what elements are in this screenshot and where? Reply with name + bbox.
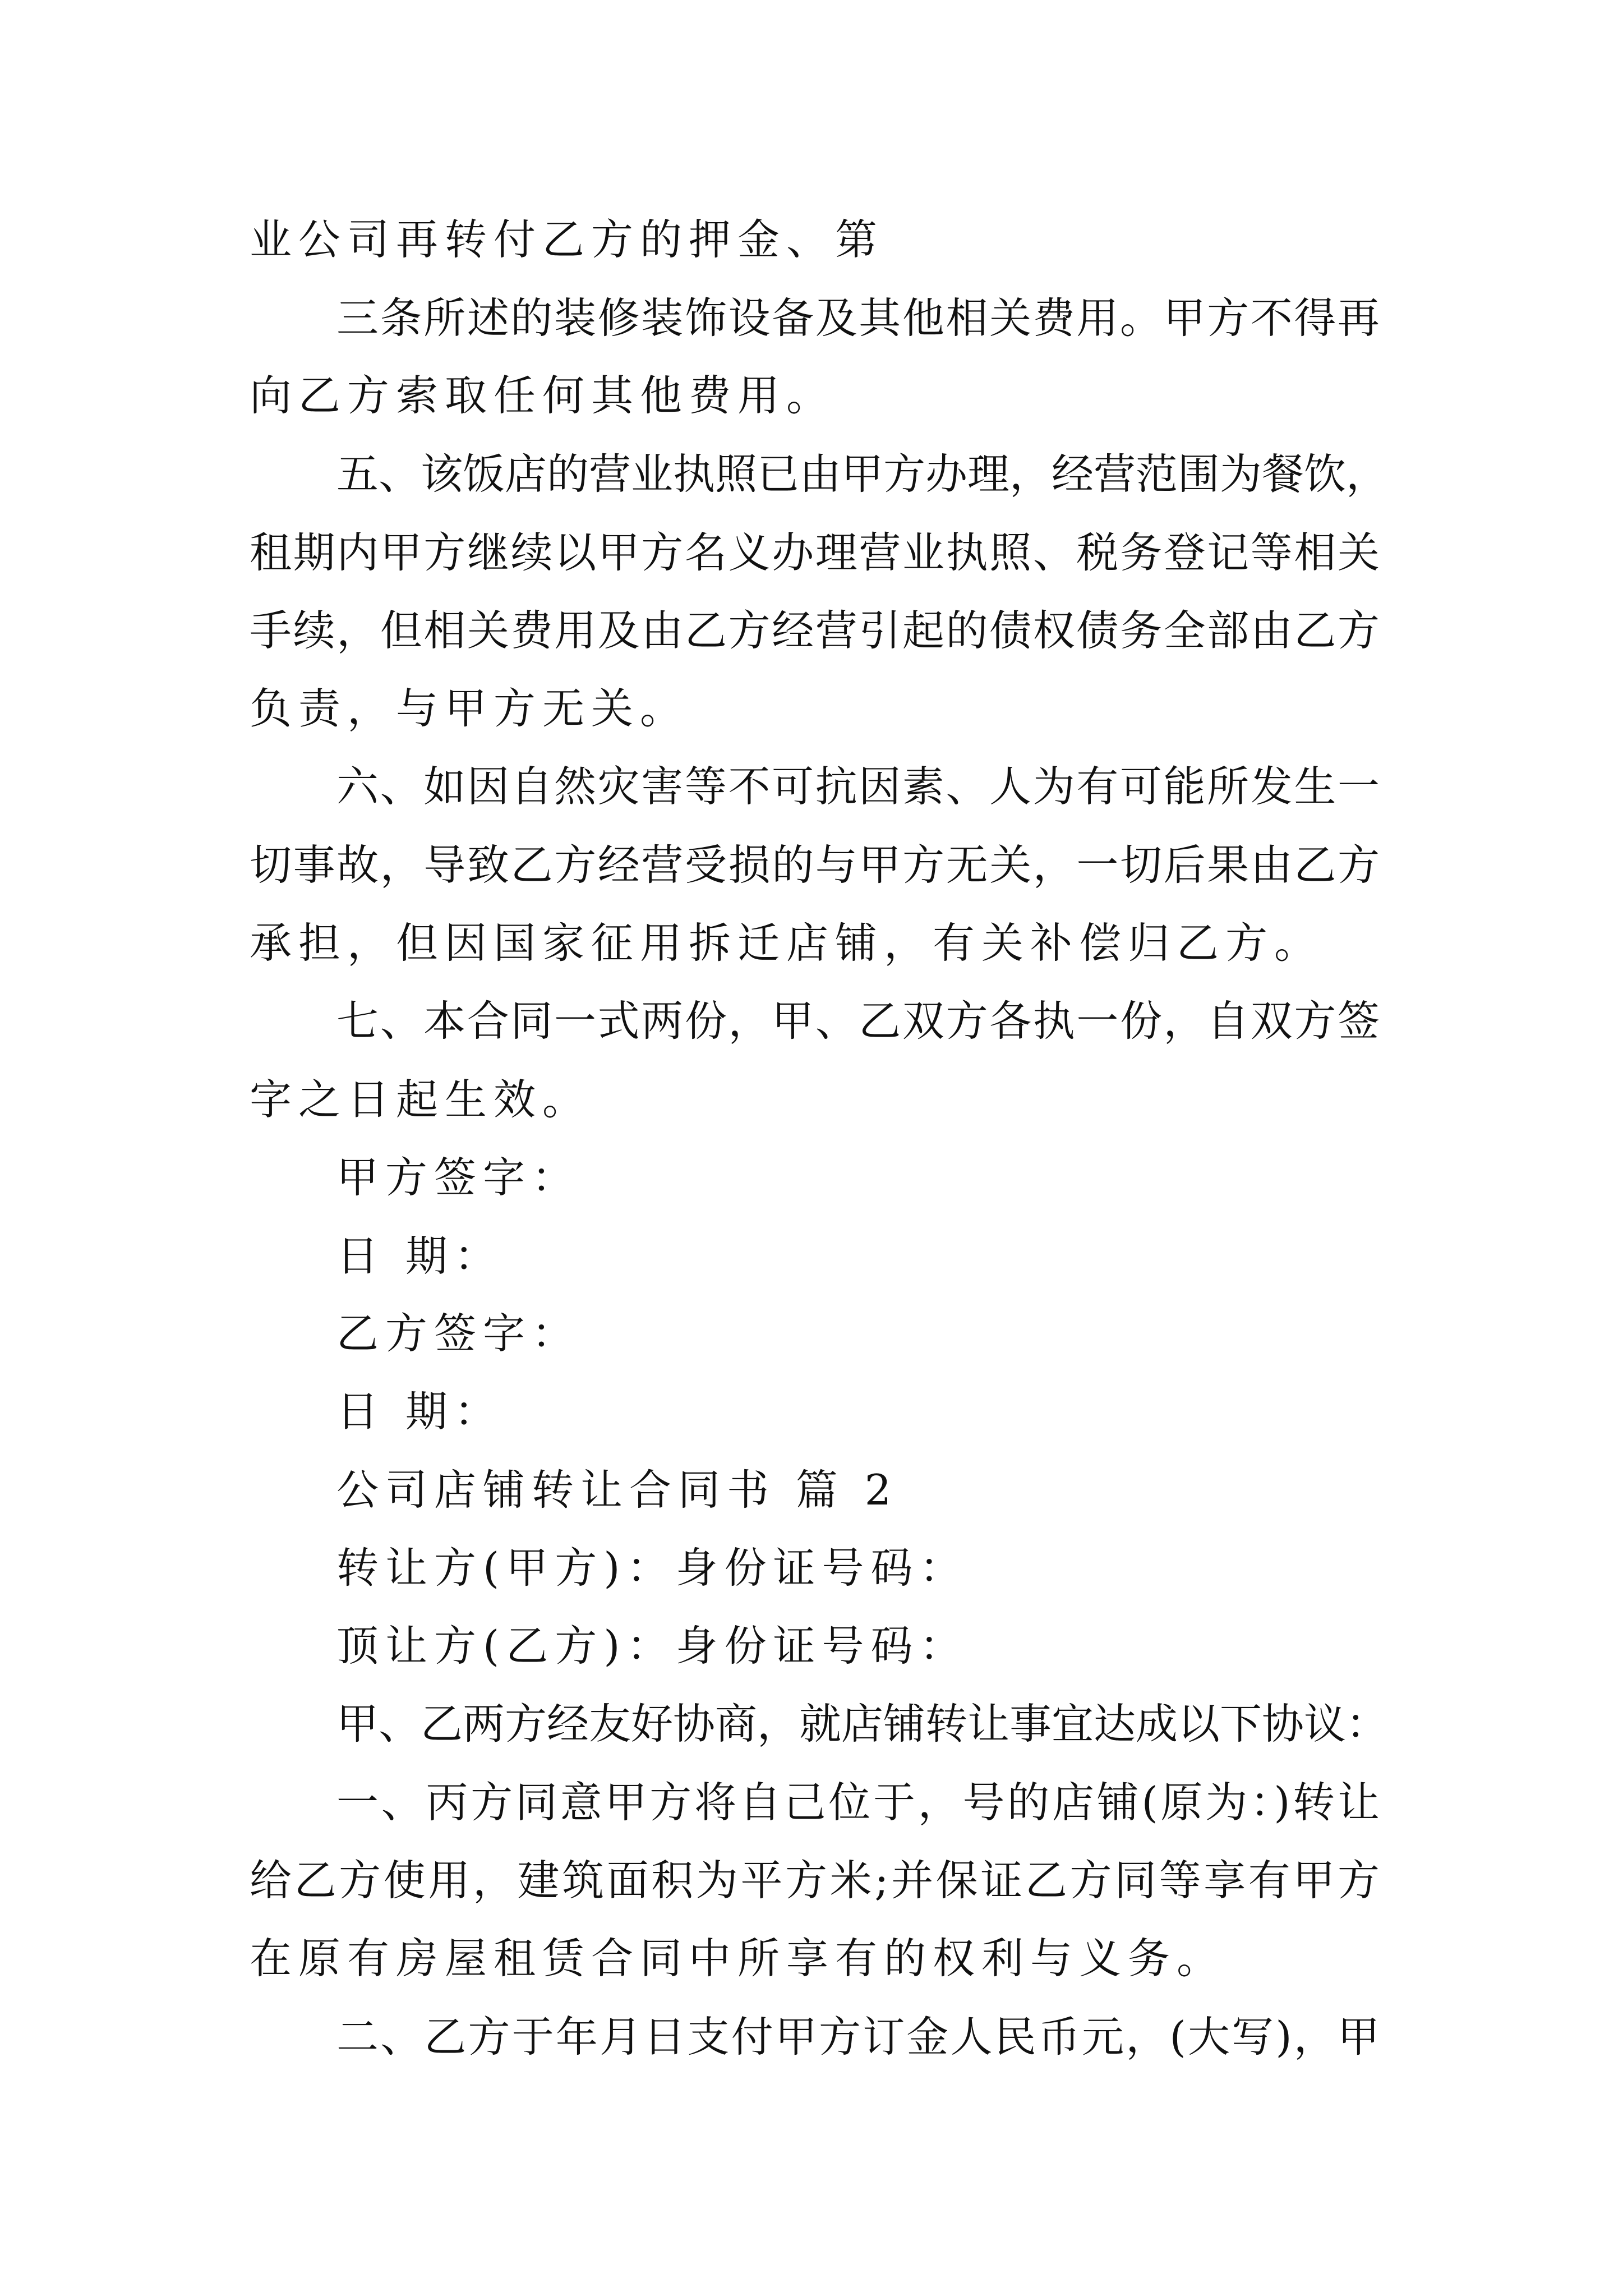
text-line-1: 业公司再转付乙方的押金、第 <box>250 215 884 264</box>
text-line-15: 乙方签字： <box>336 1309 581 1358</box>
text-line-19: 顶让方(乙方)：身份证号码： <box>336 1621 969 1671</box>
text-line-22: 给乙方使用，建筑面积为平方米;并保证乙方同等享有甲方 <box>250 1856 1380 1905</box>
text-line-11: 七、本合同一式两份，甲、乙双方各执一份，自双方签 <box>336 996 1380 1046</box>
text-line-4: 五、该饭店的营业执照已由甲方办理，经营范围为餐饮， <box>336 449 1389 499</box>
text-line-7: 负责，与甲方无关。 <box>250 684 689 733</box>
text-line-14: 日 期： <box>336 1231 503 1281</box>
text-line-16: 日 期： <box>336 1387 503 1436</box>
text-line-20: 甲、乙两方经友好协商，就店铺转让事宜达成以下协议： <box>336 1699 1389 1749</box>
text-line-2: 三条所述的装修装饰设备及其他相关费用。甲方不得再 <box>336 293 1380 343</box>
text-line-12: 字之日起生效。 <box>250 1075 592 1124</box>
text-line-6: 手续，但相关费用及由乙方经营引起的债权债务全部由乙方 <box>250 606 1380 655</box>
text-line-21: 一、丙方同意甲方将自己位于，号的店铺(原为：)转让 <box>336 1778 1380 1827</box>
text-line-5: 租期内甲方继续以甲方名义办理营业执照、税务登记等相关 <box>250 528 1380 577</box>
text-line-3: 向乙方索取任何其他费用。 <box>250 371 836 420</box>
text-line-9: 切事故，导致乙方经营受损的与甲方无关，一切后果由乙方 <box>250 840 1380 890</box>
text-line-17: 公司店铺转让合同书 篇 2 <box>336 1465 898 1515</box>
text-line-23: 在原有房屋租赁合同中所享有的权利与义务。 <box>250 1934 1226 1983</box>
text-line-24: 二、乙方于年月日支付甲方订金人民币元，(大写)，甲 <box>336 2012 1380 2062</box>
text-line-18: 转让方(甲方)：身份证号码： <box>336 1543 969 1593</box>
text-line-13: 甲方签字： <box>336 1153 581 1202</box>
text-line-8: 六、如因自然灾害等不可抗因素、人为有可能所发生一 <box>336 762 1380 811</box>
text-line-10: 承担，但因国家征用拆迁店铺，有关补偿归乙方。 <box>250 918 1324 968</box>
